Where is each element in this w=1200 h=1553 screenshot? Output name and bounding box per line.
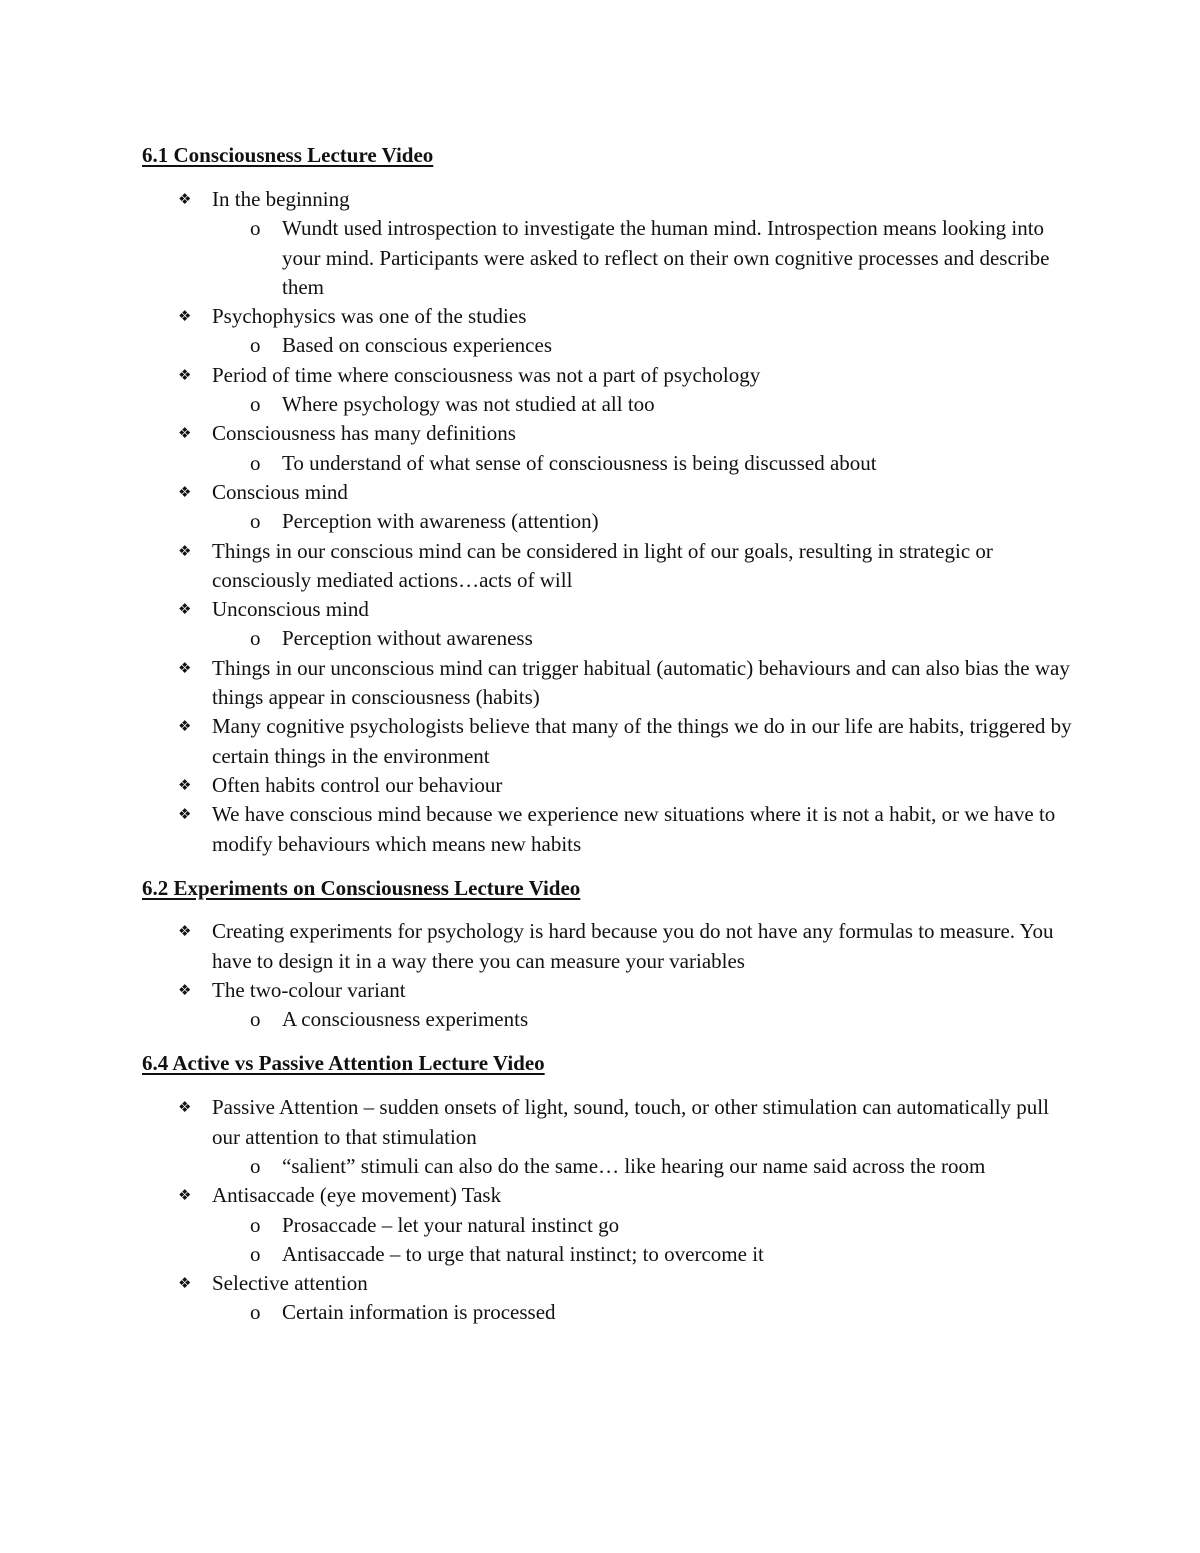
circle-bullet-icon: o: [250, 626, 261, 651]
list-item: [142, 1269, 1072, 1328]
sub-list-item: [212, 331, 1072, 360]
diamond-bullet-icon: ❖: [178, 922, 192, 941]
sub-list-item-text: Perception without awareness: [282, 626, 533, 651]
diamond-bullet-icon: ❖: [178, 1098, 192, 1117]
list-item: [142, 976, 1072, 1035]
diamond-bullet-icon: ❖: [178, 1186, 192, 1205]
circle-bullet-icon: o: [250, 392, 261, 417]
list-item-text: Things in our conscious mind can be considered in light of our goals, resulting in strategic or consciously mediated actions…acts of will: [212, 538, 993, 592]
list-item: [142, 917, 1072, 976]
sub-list-item-text: Prosaccade – let your natural instinct go: [282, 1212, 620, 1237]
diamond-bullet-icon: ❖: [178, 482, 192, 501]
list-item: [142, 185, 1072, 302]
diamond-bullet-icon: ❖: [178, 658, 192, 677]
sub-list-item: [212, 1152, 1072, 1181]
sub-bullet-list: [212, 390, 1072, 419]
sub-list-item-text: Based on conscious experiences: [282, 333, 552, 358]
list-item-text: Often habits control our behaviour: [212, 772, 503, 797]
section-heading: 6.1 Consciousness Lecture Video: [142, 143, 434, 167]
sub-bullet-list: [212, 1298, 1072, 1327]
sub-list-item-text: Perception with awareness (attention): [282, 509, 599, 534]
sub-list-item-text: A consciousness experiments: [282, 1007, 529, 1032]
list-item: [142, 419, 1072, 478]
sub-list-item: [212, 507, 1072, 536]
section-heading: 6.2 Experiments on Consciousness Lecture Video: [142, 875, 581, 900]
list-item-text: Selective attention: [212, 1271, 368, 1296]
list-item-text: Period of time where consciousness was not a part of psychology: [212, 362, 761, 387]
sub-list-item-text: Where psychology was not studied at all too: [282, 392, 655, 417]
list-item: [142, 361, 1072, 420]
sub-bullet-list: [212, 449, 1072, 478]
list-item-text: Antisaccade (eye movement) Task: [212, 1183, 502, 1208]
diamond-bullet-icon: ❖: [178, 189, 192, 208]
list-item: [142, 595, 1072, 654]
circle-bullet-icon: o: [250, 450, 261, 475]
circle-bullet-icon: o: [250, 1212, 261, 1237]
list-item-text: In the beginning: [212, 186, 350, 211]
sub-list-item-text: Wundt used introspection to investigate the human mind. Introspection means looking into your mind. Participants were asked to reflect on their own cognitive processes and describe them: [282, 216, 1050, 299]
sub-list-item: [212, 1005, 1072, 1034]
diamond-bullet-icon: ❖: [178, 365, 192, 384]
circle-bullet-icon: o: [250, 1300, 261, 1325]
diamond-bullet-icon: ❖: [178, 424, 192, 443]
sub-list-item-text: Antisaccade – to urge that natural instinct; to overcome it: [282, 1241, 764, 1266]
diamond-bullet-icon: ❖: [178, 717, 192, 736]
list-item-text: We have conscious mind because we experience new situations where it is not a habit, or we have to modify behaviours which means new habits: [212, 802, 1056, 856]
list-item: [142, 654, 1072, 713]
sub-bullet-list: [212, 624, 1072, 653]
sub-list-item: [212, 449, 1072, 478]
list-item: [142, 537, 1072, 596]
diamond-bullet-icon: ❖: [178, 1274, 192, 1293]
list-item: [142, 302, 1072, 361]
sub-list-item: [212, 1298, 1072, 1327]
bullet-list: [142, 1093, 1072, 1327]
sub-list-item: [212, 214, 1072, 302]
list-item-text: Unconscious mind: [212, 597, 369, 622]
diamond-bullet-icon: ❖: [178, 775, 192, 794]
diamond-bullet-icon: ❖: [178, 805, 192, 824]
circle-bullet-icon: o: [250, 1153, 261, 1178]
sub-bullet-list: [212, 1152, 1072, 1181]
sub-list-item: [212, 1211, 1072, 1240]
list-item-text: The two-colour variant: [212, 978, 406, 1003]
circle-bullet-icon: o: [250, 1007, 261, 1032]
bullet-list: [142, 185, 1072, 859]
list-item: [142, 712, 1072, 771]
sub-list-item: [212, 1240, 1072, 1269]
sub-bullet-list: [212, 331, 1072, 360]
list-item-text: Creating experiments for psychology is hard because you do not have any formulas to measure. You have to design it in a way there you can measure your variables: [212, 919, 1054, 973]
circle-bullet-icon: o: [250, 509, 261, 534]
list-item-text: Conscious mind: [212, 479, 348, 504]
list-item: [142, 1093, 1072, 1181]
sub-list-item-text: “salient” stimuli can also do the same… like hearing our name said across the room: [282, 1153, 986, 1178]
list-item-text: Passive Attention – sudden onsets of light, sound, touch, or other stimulation can automatically pull our attention to that stimulation: [212, 1095, 1049, 1149]
sub-bullet-list: [212, 507, 1072, 536]
list-item: [142, 478, 1072, 537]
circle-bullet-icon: o: [250, 216, 261, 241]
bullet-list: [142, 917, 1072, 1034]
list-item-text: Many cognitive psychologists believe that many of the things we do in our life are habits, triggered by certain things in the environment: [212, 714, 1072, 768]
diamond-bullet-icon: ❖: [178, 600, 192, 619]
sub-list-item: [212, 390, 1072, 419]
diamond-bullet-icon: ❖: [178, 541, 192, 560]
sub-list-item: [212, 624, 1072, 653]
sub-bullet-list: [212, 214, 1072, 302]
section-heading: 6.4 Active vs Passive Attention Lecture Video: [142, 1051, 545, 1076]
document-body: [142, 141, 1072, 1328]
sub-list-item-text: To understand of what sense of consciousness is being discussed about: [282, 450, 877, 475]
list-item-text: Things in our unconscious mind can trigger habitual (automatic) behaviours and can also bias the way things appear in consciousness (habits): [212, 655, 1070, 710]
diamond-bullet-icon: ❖: [178, 307, 192, 326]
circle-bullet-icon: o: [250, 1241, 261, 1266]
sub-list-item-text: Certain information is processed: [282, 1300, 556, 1325]
list-item: [142, 800, 1072, 859]
list-item-text: Psychophysics was one of the studies: [212, 304, 527, 329]
circle-bullet-icon: o: [250, 333, 261, 358]
list-item-text: Consciousness has many definitions: [212, 421, 516, 446]
list-item: [142, 1181, 1072, 1269]
list-item: [142, 771, 1072, 800]
diamond-bullet-icon: ❖: [178, 981, 192, 1000]
sub-bullet-list: [212, 1211, 1072, 1270]
sub-bullet-list: [212, 1005, 1072, 1034]
